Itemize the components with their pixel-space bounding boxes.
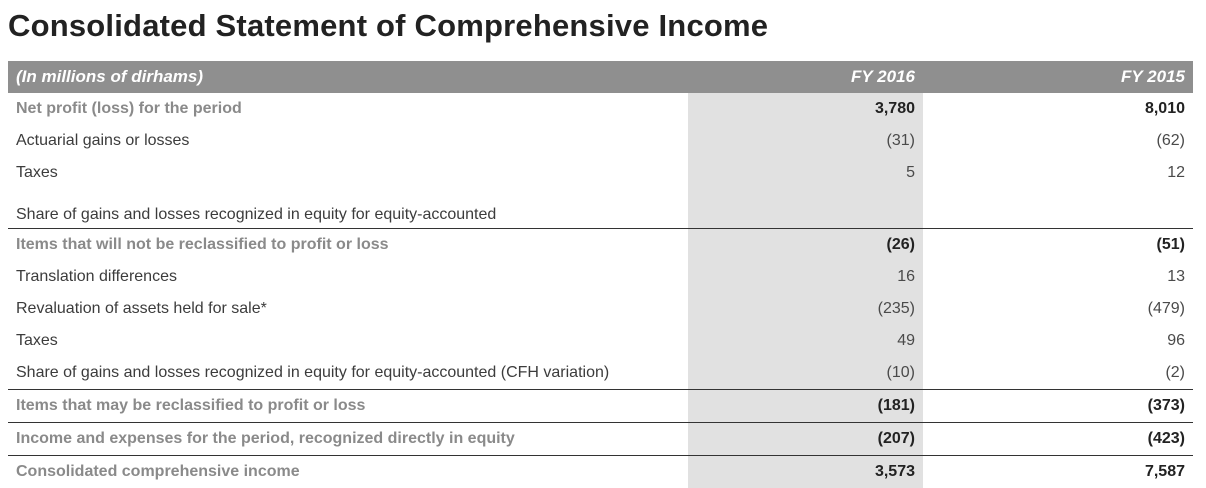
header-fy2016: FY 2016 — [688, 61, 923, 93]
value-fy2016: 3,573 — [688, 456, 923, 488]
value-fy2015: (62) — [923, 125, 1193, 157]
value-fy2016: 16 — [688, 261, 923, 293]
value-fy2015 — [923, 189, 1193, 229]
table-row — [8, 125, 1193, 157]
income-statement-table — [8, 61, 1193, 488]
table-row — [8, 456, 1193, 488]
page-title: Consolidated Statement of Comprehensive Income — [8, 8, 768, 44]
row-label: Income and expenses for the period, recognized directly in equity — [8, 423, 688, 456]
row-label: Share of gains and losses recognized in equity for equity-accounted (CFH variation) — [8, 357, 688, 390]
value-fy2015: (373) — [923, 390, 1193, 423]
table-row — [8, 357, 1193, 390]
value-fy2015: (2) — [923, 357, 1193, 390]
row-label: Actuarial gains or losses — [8, 125, 688, 157]
table-row — [8, 93, 1193, 125]
table-row — [8, 189, 1193, 229]
value-fy2015: 13 — [923, 261, 1193, 293]
row-label: Taxes — [8, 325, 688, 357]
table-row — [8, 423, 1193, 456]
row-label: Taxes — [8, 157, 688, 189]
value-fy2015: (479) — [923, 293, 1193, 325]
value-fy2016: 3,780 — [688, 93, 923, 125]
row-label: Consolidated comprehensive income — [8, 456, 688, 488]
value-fy2016 — [688, 189, 923, 229]
row-label: Items that will not be reclassified to profit or loss — [8, 229, 688, 262]
header-units: (In millions of dirhams) — [8, 61, 688, 93]
value-fy2016: (31) — [688, 125, 923, 157]
value-fy2015: 8,010 — [923, 93, 1193, 125]
row-label: Translation differences — [8, 261, 688, 293]
value-fy2016: 5 — [688, 157, 923, 189]
value-fy2016: (207) — [688, 423, 923, 456]
table-row — [8, 293, 1193, 325]
value-fy2016: 49 — [688, 325, 923, 357]
table-row — [8, 325, 1193, 357]
value-fy2016: (10) — [688, 357, 923, 390]
table-header-row — [8, 61, 1193, 93]
value-fy2015: 7,587 — [923, 456, 1193, 488]
row-label: Share of gains and losses recognized in equity for equity-accounted — [8, 189, 688, 229]
row-label: Items that may be reclassified to profit or loss — [8, 390, 688, 423]
value-fy2015: (51) — [923, 229, 1193, 262]
value-fy2015: 96 — [923, 325, 1193, 357]
value-fy2015: (423) — [923, 423, 1193, 456]
row-label: Revaluation of assets held for sale* — [8, 293, 688, 325]
table-row — [8, 390, 1193, 423]
header-fy2015: FY 2015 — [923, 61, 1193, 93]
table-row — [8, 261, 1193, 293]
value-fy2015: 12 — [923, 157, 1193, 189]
value-fy2016: (26) — [688, 229, 923, 262]
table-row — [8, 157, 1193, 189]
value-fy2016: (235) — [688, 293, 923, 325]
row-label: Net profit (loss) for the period — [8, 93, 688, 125]
value-fy2016: (181) — [688, 390, 923, 423]
table-row — [8, 229, 1193, 262]
